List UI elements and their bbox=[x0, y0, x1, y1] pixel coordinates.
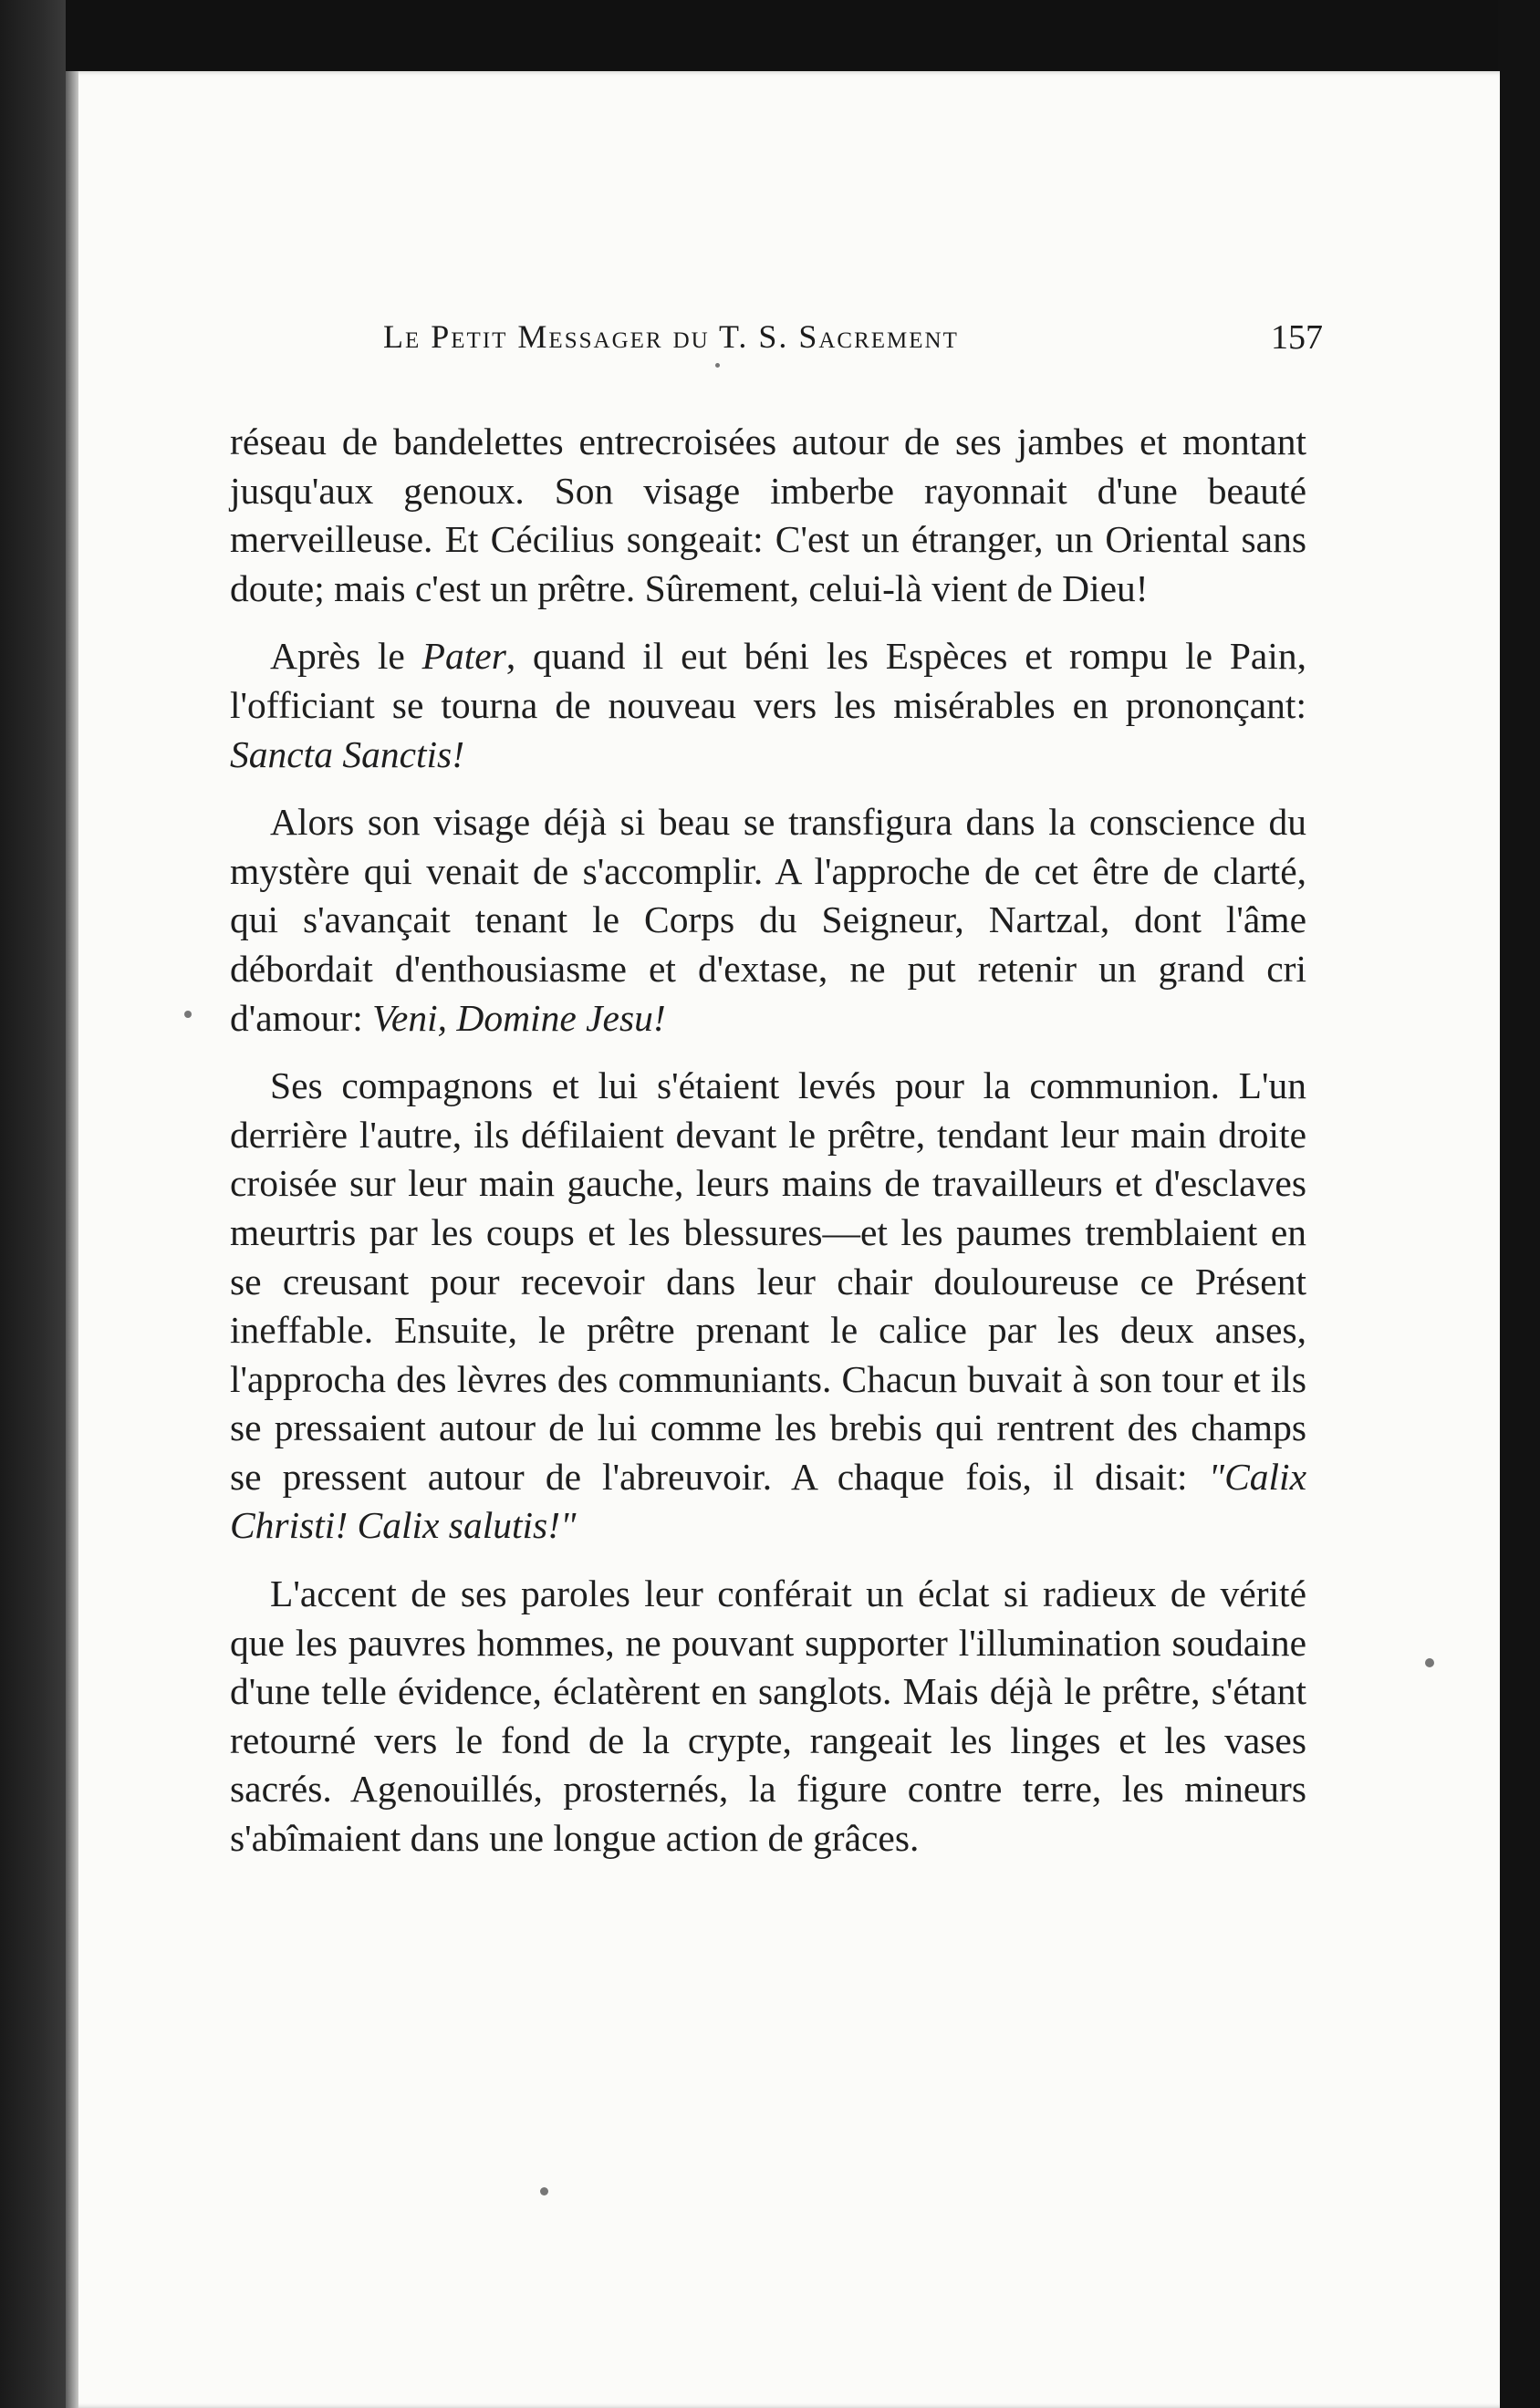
paragraph-1 bbox=[230, 418, 1306, 613]
paragraph-text: , quand il eut béni les Espèces et rompu le Pain, l'officiant se tourna de nouveau vers les misérables en prononçant: bbox=[230, 635, 1306, 726]
paragraph-text: réseau de bandelettes entrecroisées autour de ses jambes et montant jusqu'aux genoux. Son visage imberbe rayonnait d'une beauté merveilleuse. Et Cécilius songeait: C'est un étranger, un Oriental sans doute; mais c'est un prêtre. Sûrement, celui-là vient de Dieu! bbox=[230, 420, 1306, 609]
paragraph-text: Alors son visage déjà si beau se transfigura dans la conscience du mystère qui venait de s'accomplir. A l'approche de cet être de clarté, qui s'avançait tenant le Corps du Seigneur, Nartzal, dont l'âme débordait d'enthousiasme et d'extase, ne put retenir un grand cri d'amour: bbox=[230, 801, 1306, 1039]
scan-border-left bbox=[0, 0, 66, 2408]
scan-speck bbox=[184, 1011, 192, 1018]
paragraph-4 bbox=[230, 1062, 1306, 1551]
paragraph-text: L'accent de ses paroles leur conférait un éclat si radieux de vérité que les pauvres hommes, ne pouvant supporter l'illumination soudaine d'une telle évidence, éclatèrent en sanglots. Mais déjà le prêtre, s'étant retourné vers le fond de la crypte, rangeait les linges et les vases sacrés. Agenouillés, prosternés, la figure contre terre, les mineurs s'abîmaient dans une longue action de grâces. bbox=[230, 1572, 1306, 1860]
page-number: 157 bbox=[1271, 318, 1323, 357]
scan-speck bbox=[715, 363, 720, 368]
scan-border-top bbox=[0, 0, 1540, 75]
page-spine-shadow bbox=[66, 71, 78, 2408]
paragraph-text: Ses compagnons et lui s'étaient levés pour la communion. L'un derrière l'autre, ils défilaient devant le prêtre, tendant leur main droite croisée sur leur main gauche, leurs mains de travailleurs et d'esclaves meurtris par les coups et les blessures—et les paumes tremblaient en se creusant pour recevoir dans leur chair douloureuse ce Présent ineffable. Ensuite, le prêtre prenant le calice par les deux anses, l'approcha des lèvres des communiants. Chacun buvait à son tour et ils se pressaient autour de lui comme les brebis qui rentrent des champs se pressent autour de l'abreuvoir. A chaque fois, il disait: bbox=[230, 1064, 1306, 1498]
body-text bbox=[230, 418, 1306, 1883]
running-title: Le Petit Messager du T. S. Sacrement bbox=[383, 318, 959, 355]
latin-phrase-veni-domine: Veni, Domine Jesu! bbox=[372, 996, 666, 1039]
paragraph-text: Après le bbox=[270, 635, 422, 678]
scan-border-right bbox=[1498, 0, 1540, 2408]
scan-speck bbox=[1425, 1658, 1434, 1667]
latin-phrase-sancta-sanctis: Sancta Sanctis! bbox=[230, 732, 465, 775]
scan-speck bbox=[540, 2187, 548, 2195]
paragraph-2 bbox=[230, 632, 1306, 779]
paragraph-3 bbox=[230, 798, 1306, 1043]
page-header bbox=[383, 299, 1323, 372]
latin-term-pater: Pater bbox=[421, 635, 506, 678]
book-page bbox=[66, 71, 1500, 2408]
paragraph-5 bbox=[230, 1570, 1306, 1863]
latin-phrase-calix-christi: "Calix Christi! Calix salutis!" bbox=[230, 1455, 1306, 1547]
